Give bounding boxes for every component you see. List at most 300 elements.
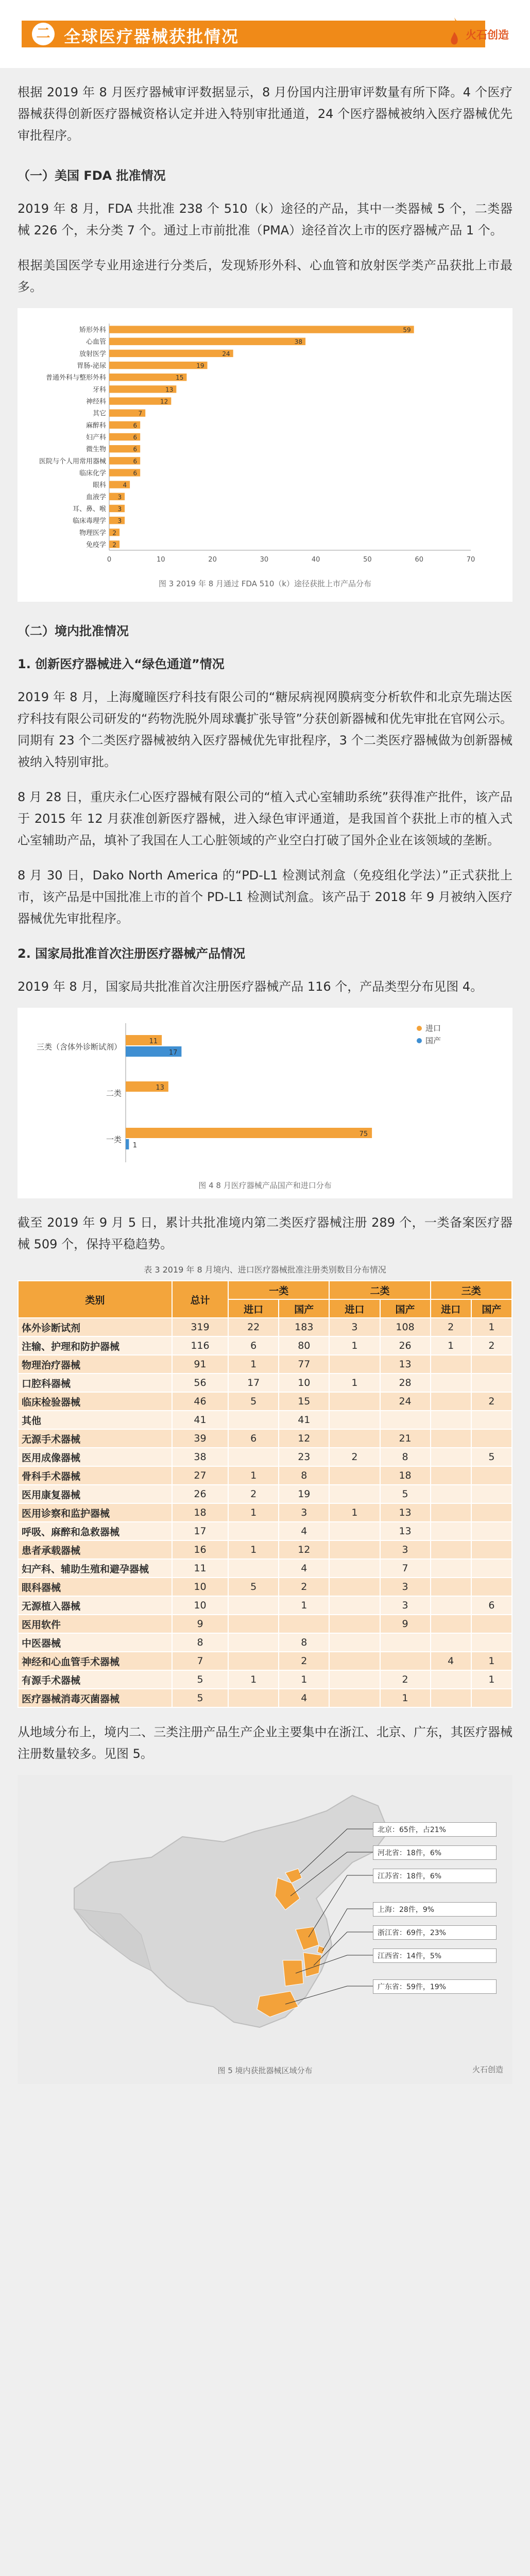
import-domestic-bar-chart [18, 1008, 512, 1198]
header-total: 总计 [172, 1281, 228, 1318]
table-row [18, 1559, 512, 1578]
data-label: 13 [156, 1084, 164, 1092]
category-label: 临床毒理学 [72, 517, 106, 526]
table-row [18, 1540, 512, 1559]
table-cell-value: 46 [172, 1392, 228, 1411]
table-cell-value [329, 1485, 380, 1503]
table-cell-value: 1 [279, 1596, 329, 1615]
table-cell-value [431, 1503, 471, 1522]
data-label: 59 [403, 326, 411, 334]
table-cell-value: 1 [329, 1374, 380, 1392]
table-cell-value: 1 [471, 1652, 512, 1670]
table-cell-value [329, 1596, 380, 1615]
table-cell-value [471, 1633, 512, 1652]
table-cell-value [431, 1540, 471, 1559]
table-cell-category: 医用诊察和监护器械 [18, 1503, 172, 1522]
table-cell-value [431, 1559, 471, 1578]
bar [109, 362, 208, 369]
table-cell-value: 2 [279, 1578, 329, 1596]
table-cell-category: 注输、护理和防护器械 [18, 1336, 172, 1355]
table-cell-value [329, 1429, 380, 1448]
table-cell-value: 2 [471, 1392, 512, 1411]
table-cell-value: 22 [228, 1318, 279, 1336]
table-cell-value: 3 [380, 1578, 431, 1596]
legend-label: 进口 [425, 1024, 441, 1033]
table-cell-value: 3 [329, 1318, 380, 1336]
fda-chart-svg [18, 308, 512, 576]
bar [109, 505, 125, 512]
header-class1-import: 进口 [228, 1299, 279, 1318]
table-cell-category: 患者承载器械 [18, 1540, 172, 1559]
flame-icon [443, 16, 466, 48]
data-label: 4 [123, 481, 127, 489]
category-label: 血液学 [86, 493, 106, 501]
table-cell-value: 12 [279, 1540, 329, 1559]
table-cell-category: 其他 [18, 1411, 172, 1429]
map-region-label: 江苏省：18件，6% [373, 1869, 497, 1883]
jiangxi-region [283, 1960, 303, 1986]
table-cell-value [329, 1392, 380, 1411]
legend-label: 国产 [425, 1036, 441, 1045]
legend-marker [417, 1026, 422, 1031]
table-cell-value [471, 1522, 512, 1540]
zhejiang-region [303, 1953, 321, 1977]
table-cell-value: 6 [471, 1596, 512, 1615]
table-row [18, 1522, 512, 1540]
table-cell-value: 116 [172, 1336, 228, 1355]
first-registration-heading: 2. 国家局批准首次注册医疗器械产品情况 [18, 946, 246, 961]
table-cell-value: 2 [228, 1485, 279, 1503]
header-class3-import: 进口 [431, 1299, 471, 1318]
table-cell-value: 4 [431, 1652, 471, 1670]
tick-label: 70 [466, 556, 475, 564]
table-row [18, 1615, 512, 1633]
tick-label: 0 [107, 556, 112, 564]
table-cell-value [380, 1652, 431, 1670]
fig5-caption: 图 5 境内获批器械区域分布 [217, 2066, 313, 2075]
category-label: 医院与个人用常用器械 [39, 457, 106, 466]
table-cell-value [228, 1559, 279, 1578]
table-row [18, 1336, 512, 1355]
header [0, 0, 530, 68]
table-cell-category: 骨科手术器械 [18, 1466, 172, 1485]
table-cell-value: 319 [172, 1318, 228, 1336]
category-label: 普通外科与整形外科 [45, 374, 106, 382]
table-cell-category: 妇产科、辅助生殖和避孕器械 [18, 1559, 172, 1578]
table-cell-value [228, 1652, 279, 1670]
data-label: 7 [138, 410, 143, 417]
table-cell-category: 眼科器械 [18, 1578, 172, 1596]
table-row [18, 1485, 512, 1503]
category-label: 眼科 [92, 481, 106, 489]
header-class1-domestic: 国产 [279, 1299, 329, 1318]
table-cell-value: 6 [228, 1336, 279, 1355]
table-cell-value: 39 [172, 1429, 228, 1448]
data-label: 3 [117, 505, 122, 513]
table-cell-value: 15 [279, 1392, 329, 1411]
table-cell-value [431, 1355, 471, 1374]
bar [109, 493, 125, 500]
table-cell-value: 7 [380, 1559, 431, 1578]
category-label: 妇产科 [86, 434, 106, 442]
table-cell-value: 13 [380, 1355, 431, 1374]
table-cell-value [228, 1448, 279, 1466]
category-label: 免疫学 [86, 541, 106, 549]
table-cell-value: 23 [279, 1448, 329, 1466]
header-class1: 一类 [228, 1281, 329, 1299]
table-cell-value: 2 [471, 1336, 512, 1355]
table-cell-value: 41 [172, 1411, 228, 1429]
fig4-caption: 图 4 8 月医疗器械产品国产和进口分布 [198, 1181, 332, 1190]
page-title: 全球医疗器械获批情况 [64, 27, 240, 46]
table-cell-value [329, 1540, 380, 1559]
bar-domestic [126, 1139, 129, 1149]
table-cell-value: 7 [172, 1652, 228, 1670]
table-cell-value [228, 1615, 279, 1633]
watermark: 火石创造 [472, 2065, 503, 2074]
fda-paragraph-1: 2019 年 8 月，FDA 共批准 238 个 510（k）途径的产品，其中一类器械 5 个，二类器械 226 个，未分类 7 个。通过上市前批准（PMA）途径首次上市的医疗器械产品 1 个。 [18, 201, 512, 238]
data-label: 6 [133, 446, 138, 453]
map-region-label: 广东省：59件，19% [373, 1979, 497, 1994]
table-row [18, 1578, 512, 1596]
bar [109, 350, 233, 357]
table-cell-value [471, 1689, 512, 1707]
data-label: 2 [112, 529, 117, 537]
table-cell-value [329, 1652, 380, 1670]
table-cell-value: 8 [172, 1633, 228, 1652]
table-cell-value [329, 1411, 380, 1429]
table-cell-value: 11 [172, 1559, 228, 1578]
table-cell-value: 10 [172, 1596, 228, 1615]
table-body [18, 1318, 512, 1707]
table-cell-value: 16 [172, 1540, 228, 1559]
table-cell-value [471, 1615, 512, 1633]
table-cell-value: 1 [228, 1503, 279, 1522]
tick-label: 20 [208, 556, 217, 564]
cumulative-paragraph: 截至 2019 年 9 月 5 日，累计共批准境内第二类医疗器械注册 289 个，一类备案医疗器械 509 个，保持平稳趋势。 [18, 1215, 512, 1251]
category-label: 三类（含体外诊断试剂） [36, 1042, 122, 1052]
table-row [18, 1448, 512, 1466]
table-cell-value [228, 1633, 279, 1652]
table-cell-category: 医用软件 [18, 1615, 172, 1633]
table-cell-value: 4 [279, 1559, 329, 1578]
table-cell-category: 神经和心血管手术器械 [18, 1652, 172, 1670]
green-channel-paragraph-1: 2019 年 8 月，上海魔瞳医疗科技有限公司的“糖尿病视网膜病变分析软件和北京先瑞达医疗科技有限公司研发的“药物洗脱外周球囊扩张导管”分获创新器械和优先审批在官网公示。同期有 23 个二类医疗器械被纳入医疗器械优先审批程序，3 个二类医疗器械做为创新器械被纳入特别审批。 [18, 690, 512, 769]
table-cell-value [228, 1522, 279, 1540]
table-cell-category: 口腔科器械 [18, 1374, 172, 1392]
registration-table [18, 1280, 512, 1708]
table-cell-value: 18 [172, 1503, 228, 1522]
first-registration-paragraph: 2019 年 8 月，国家局共批准首次注册医疗器械产品 116 个，产品类型分布见图 4。 [18, 979, 483, 994]
table-cell-value [329, 1578, 380, 1596]
table-cell-value: 1 [228, 1355, 279, 1374]
logo-text: 火石创造 [466, 29, 509, 41]
table-cell-value [471, 1355, 512, 1374]
table-cell-category: 临床检验器械 [18, 1392, 172, 1411]
table-cell-category: 无源植入器械 [18, 1596, 172, 1615]
table-row [18, 1411, 512, 1429]
table-cell-value: 1 [380, 1689, 431, 1707]
table-cell-value [431, 1466, 471, 1485]
table-cell-value: 3 [380, 1540, 431, 1559]
data-label: 3 [117, 517, 122, 525]
table-cell-value: 18 [380, 1466, 431, 1485]
table-cell-category: 医用康复器械 [18, 1485, 172, 1503]
table-cell-value: 2 [279, 1652, 329, 1670]
table-row [18, 1392, 512, 1411]
table-cell-value: 5 [228, 1578, 279, 1596]
header-class2-domestic: 国产 [380, 1299, 431, 1318]
category-label: 临床化学 [79, 469, 106, 478]
table-cell-value [471, 1540, 512, 1559]
table-row [18, 1318, 512, 1336]
table-cell-category: 呼吸、麻醉和急救器械 [18, 1522, 172, 1540]
data-label: 1 [132, 1142, 137, 1149]
data-label: 6 [133, 421, 138, 429]
table-cell-value [431, 1392, 471, 1411]
category-label: 矫形外科 [79, 326, 106, 334]
data-label: 12 [160, 398, 168, 405]
table-cell-value [471, 1485, 512, 1503]
fig4-chart-svg [18, 1008, 512, 1178]
table-cell-value: 2 [329, 1448, 380, 1466]
table-cell-value [329, 1355, 380, 1374]
data-label: 24 [222, 350, 230, 358]
table-cell-value [380, 1411, 431, 1429]
intro-paragraph: 根据 2019 年 8 月医疗器械审评数据显示，8 月份国内注册审评数量有所下降。4 个医疗器械获得创新医疗器械资格认定并进入特别审批通道，24 个医疗器械被纳入医疗器械优先审批程序。 [18, 85, 512, 143]
fig3-caption: 图 3 2019 年 8 月通过 FDA 510（k）途径获批上市产品分布 [158, 579, 372, 588]
map-region-label: 浙江省：69件，23% [373, 1925, 497, 1940]
table-cell-value: 1 [471, 1670, 512, 1689]
tick-label: 10 [157, 556, 165, 564]
table-cell-value: 8 [380, 1448, 431, 1466]
section-number-badge: 二 [32, 23, 55, 45]
data-label: 13 [165, 386, 174, 394]
table-cell-value: 108 [380, 1318, 431, 1336]
table-cell-value: 5 [172, 1670, 228, 1689]
table-row [18, 1503, 512, 1522]
table-cell-category: 有源手术器械 [18, 1670, 172, 1689]
table-row [18, 1355, 512, 1374]
data-label: 19 [196, 362, 204, 370]
header-class2-import: 进口 [329, 1299, 380, 1318]
table-cell-value [431, 1448, 471, 1466]
bar [109, 326, 414, 333]
category-label: 二类 [106, 1089, 122, 1098]
green-channel-heading: 1. 创新医疗器械进入“绿色通道”情况 [18, 657, 225, 671]
table-cell-value: 183 [279, 1318, 329, 1336]
table-cell-category: 体外诊断试剂 [18, 1318, 172, 1336]
bar [109, 338, 305, 345]
table-cell-category: 物理治疗器械 [18, 1355, 172, 1374]
data-label: 2 [112, 541, 117, 549]
table-cell-value: 1 [279, 1670, 329, 1689]
table-cell-value [431, 1615, 471, 1633]
table-cell-value: 27 [172, 1466, 228, 1485]
china-region-map [18, 1775, 512, 2084]
table-cell-value: 2 [431, 1318, 471, 1336]
table-cell-value [431, 1429, 471, 1448]
category-label: 放射医学 [79, 350, 106, 358]
table-cell-value [228, 1689, 279, 1707]
table-cell-value: 1 [329, 1503, 380, 1522]
green-channel-paragraph-2: 8 月 28 日，重庆永仁心医疗器械有限公司的“植入式心室辅助系统”获得准产批件，该产品于 2015 年 12 月获准创新医疗器械，进入绿色审评通道，是我国首个获批上市的植入式心室辅助产品，填补了我国在人工心脏领域的产业空白打破了国外企业在该领域的垄断。 [18, 790, 512, 848]
table-cell-value [471, 1503, 512, 1522]
table-cell-value [471, 1578, 512, 1596]
table-cell-value: 6 [228, 1429, 279, 1448]
table-cell-category: 中医器械 [18, 1633, 172, 1652]
table-cell-value: 1 [329, 1336, 380, 1355]
map-region-label: 北京：65件，占21% [373, 1822, 497, 1837]
category-label: 胃肠-泌尿 [77, 362, 106, 370]
tick-label: 50 [363, 556, 372, 564]
table-cell-value [228, 1411, 279, 1429]
table-cell-value: 91 [172, 1355, 228, 1374]
header-class3-domestic: 国产 [471, 1299, 512, 1318]
table-cell-value: 1 [228, 1540, 279, 1559]
table-cell-value [329, 1670, 380, 1689]
table-cell-category: 医疗器械消毒灭菌器械 [18, 1689, 172, 1707]
article-body [0, 81, 530, 2084]
category-label: 其它 [92, 410, 106, 418]
table-cell-value: 28 [380, 1374, 431, 1392]
table-cell-value: 4 [279, 1689, 329, 1707]
table-cell-value: 17 [228, 1374, 279, 1392]
table-cell-value: 26 [172, 1485, 228, 1503]
category-label: 麻醉科 [86, 421, 106, 430]
domestic-section-heading: （二）境内批准情况 [18, 624, 129, 638]
table-cell-value: 56 [172, 1374, 228, 1392]
brand-logo [443, 15, 515, 53]
table-row [18, 1429, 512, 1448]
table-cell-value [279, 1615, 329, 1633]
table-cell-value [431, 1578, 471, 1596]
table-cell-value: 12 [279, 1429, 329, 1448]
table-cell-value: 24 [380, 1392, 431, 1411]
bar [109, 517, 125, 524]
table-cell-value [329, 1615, 380, 1633]
table-cell-value [471, 1429, 512, 1448]
green-channel-paragraph-3: 8 月 30 日，Dako North America 的“PD-L1 检测试剂盒（免疫组化学法）”正式获批上市，该产品是中国批准上市的首个 PD-L1 检测试剂盒。该产品于 2018 年 9 月被纳入医疗器械优先审批程序。 [18, 868, 512, 926]
data-label: 6 [133, 434, 138, 441]
table-cell-value [471, 1466, 512, 1485]
table-cell-category: 无源手术器械 [18, 1429, 172, 1448]
table-cell-value [329, 1633, 380, 1652]
table-cell-value [329, 1522, 380, 1540]
table-cell-value: 9 [380, 1615, 431, 1633]
table-cell-value: 9 [172, 1615, 228, 1633]
header-class3: 三类 [431, 1281, 512, 1299]
table-cell-value: 8 [279, 1466, 329, 1485]
tick-label: 40 [311, 556, 320, 564]
table-row [18, 1689, 512, 1707]
table-cell-value: 4 [279, 1522, 329, 1540]
table-row [18, 1652, 512, 1670]
table-cell-value: 13 [380, 1522, 431, 1540]
bar [109, 374, 186, 381]
data-label: 38 [294, 338, 303, 346]
table-cell-value: 8 [279, 1633, 329, 1652]
table-cell-value [431, 1670, 471, 1689]
category-label: 神经科 [86, 398, 106, 406]
data-label: 15 [176, 374, 184, 382]
data-label: 3 [117, 493, 122, 501]
table-title: 表 3 2019 年 8 月境内、进口医疗器械批准注册类别数目分布情况 [144, 1265, 386, 1275]
table-cell-value: 80 [279, 1336, 329, 1355]
table-row [18, 1466, 512, 1485]
table-cell-value: 5 [172, 1689, 228, 1707]
map-region-label: 上海：28件，9% [373, 1902, 497, 1917]
table-cell-value [228, 1596, 279, 1615]
map-region-label: 河北省：18件，6% [373, 1845, 497, 1860]
table-cell-value [431, 1374, 471, 1392]
table-cell-value: 41 [279, 1411, 329, 1429]
map-region-label: 江西省：14件，5% [373, 1948, 497, 1963]
table-cell-value: 2 [380, 1670, 431, 1689]
table-cell-value: 13 [380, 1503, 431, 1522]
table-cell-value: 5 [471, 1448, 512, 1466]
table-cell-value [471, 1374, 512, 1392]
table-cell-value [471, 1559, 512, 1578]
header-class2: 二类 [329, 1281, 430, 1299]
table-cell-value [380, 1633, 431, 1652]
table-cell-value [329, 1466, 380, 1485]
category-label: 一类 [106, 1135, 122, 1144]
fda-paragraph-2: 根据美国医学专业用途进行分类后，发现矫形外科、心血管和放射医学类产品获批上市最多。 [18, 258, 512, 294]
table-cell-value: 38 [172, 1448, 228, 1466]
table-cell-value: 10 [172, 1578, 228, 1596]
table-cell-value [431, 1411, 471, 1429]
table-cell-value: 3 [279, 1503, 329, 1522]
table-cell-value [431, 1633, 471, 1652]
data-label: 17 [168, 1049, 178, 1057]
table-cell-value: 19 [279, 1485, 329, 1503]
table-cell-value [471, 1411, 512, 1429]
table-cell-value: 10 [279, 1374, 329, 1392]
table-cell-value: 77 [279, 1355, 329, 1374]
table-row [18, 1374, 512, 1392]
bar-import [126, 1128, 372, 1138]
table-cell-value [329, 1559, 380, 1578]
table-cell-value [329, 1689, 380, 1707]
data-label: 11 [149, 1038, 158, 1045]
fda-510k-bar-chart [18, 308, 512, 602]
category-label: 微生物 [86, 446, 106, 454]
legend-marker [417, 1038, 422, 1043]
table-cell-value [431, 1689, 471, 1707]
category-label: 心血管 [86, 338, 106, 346]
table-cell-value: 1 [228, 1466, 279, 1485]
data-label: 75 [359, 1130, 368, 1138]
table-cell-value: 1 [228, 1670, 279, 1689]
table-cell-value [431, 1522, 471, 1540]
category-label: 耳、鼻、喉 [72, 505, 106, 513]
table-cell-category: 医用成像器械 [18, 1448, 172, 1466]
data-label: 6 [133, 457, 138, 465]
table-cell-value: 17 [172, 1522, 228, 1540]
tick-label: 30 [260, 556, 269, 564]
table-cell-value: 21 [380, 1429, 431, 1448]
table-row [18, 1670, 512, 1689]
regional-paragraph: 从地域分布上，境内二、三类注册产品生产企业主要集中在浙江、北京、广东，其医疗器械注册数量较多。见图 5。 [18, 1725, 512, 1761]
table-cell-value: 26 [380, 1336, 431, 1355]
category-label: 物理医学 [79, 529, 106, 537]
table-cell-value: 1 [471, 1318, 512, 1336]
table-cell-value [431, 1596, 471, 1615]
fda-section-heading: （一）美国 FDA 批准情况 [18, 168, 166, 183]
china-map-svg [18, 1775, 512, 2063]
table-cell-value: 1 [431, 1336, 471, 1355]
